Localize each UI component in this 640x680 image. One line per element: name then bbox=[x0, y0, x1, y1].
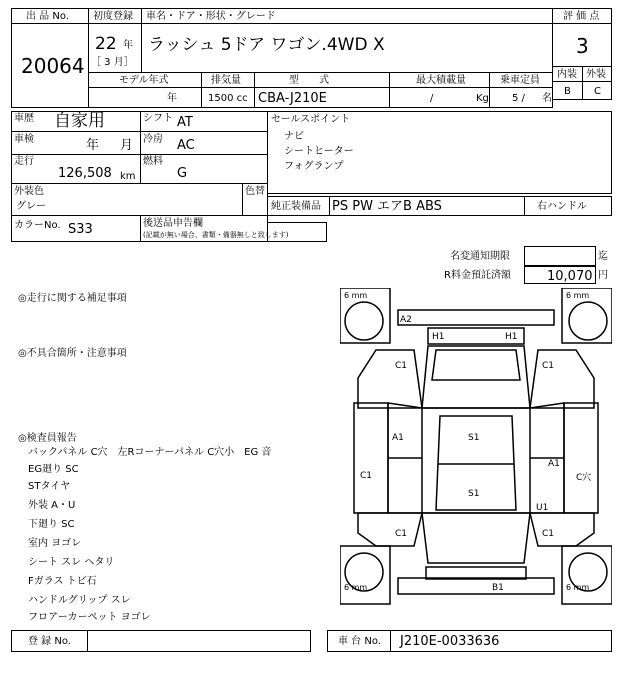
max-load-value: / bbox=[430, 93, 434, 104]
left-front-fender bbox=[358, 350, 422, 408]
mark-h1-right: H1 bbox=[505, 332, 518, 342]
interior-label: 内装 bbox=[557, 69, 577, 80]
shift-label: シフト bbox=[143, 113, 173, 124]
inspector-report-label: ◎検査員報告 bbox=[18, 433, 77, 444]
car-name-label-cell bbox=[141, 8, 553, 24]
mark-s1-mid: S1 bbox=[468, 489, 480, 499]
displacement-label: 排気量 bbox=[211, 75, 241, 86]
exterior-label-cell bbox=[582, 66, 612, 82]
rear-panel bbox=[426, 567, 526, 579]
front-bumper bbox=[398, 310, 554, 325]
lot-label: 出 品 No. bbox=[26, 11, 69, 22]
grade-value: 3 bbox=[576, 34, 589, 58]
equipment-box bbox=[267, 196, 525, 216]
fee-label: R料金預託済額 bbox=[444, 270, 511, 281]
defect-notes-label: ◎不具合箇所・注意事項 bbox=[18, 348, 127, 359]
report-label: 後送品申告欄 bbox=[143, 218, 203, 229]
fuel-value: G bbox=[177, 166, 188, 181]
capacity-label: 乗車定員 bbox=[500, 75, 540, 86]
mark-c1-left: C1 bbox=[360, 471, 373, 481]
chassis-label: 車 台 No. bbox=[338, 636, 381, 647]
tire-tl bbox=[345, 302, 383, 340]
ext-color-value: グレー bbox=[16, 201, 46, 212]
capacity-cell bbox=[489, 87, 553, 108]
inspector-line: EG廻り SC bbox=[28, 464, 79, 475]
hood bbox=[422, 346, 530, 408]
ext-color-label: 外装色 bbox=[14, 186, 44, 197]
interior-cell bbox=[552, 81, 583, 100]
mark-a1-right: A1 bbox=[548, 459, 560, 469]
mark-a2: A2 bbox=[400, 315, 412, 325]
color-no-label: カラーNo. bbox=[14, 220, 61, 231]
first-reg-cell bbox=[88, 23, 142, 73]
reg-year: 22 bbox=[95, 34, 117, 54]
sales-point: シートヒーター bbox=[284, 146, 354, 157]
report-note: (記載が無い場合、書類・備器無しと致します) bbox=[143, 231, 289, 239]
displacement-value: 1500 cc bbox=[208, 93, 248, 104]
mileage-label: 走行 bbox=[14, 156, 34, 167]
tire-label-tr: 6 mm bbox=[566, 291, 590, 300]
exterior-grade: C bbox=[594, 86, 601, 97]
driving-notes-label: ◎走行に関する補足事項 bbox=[18, 293, 127, 304]
ac-label: 冷房 bbox=[143, 134, 163, 145]
lot-label-cell bbox=[11, 8, 89, 24]
sales-point: ナビ bbox=[284, 131, 304, 142]
tire-label-tl: 6 mm bbox=[344, 291, 368, 300]
reg-no-label: 登 録 No. bbox=[28, 636, 71, 647]
inspector-line: フロアーカーペット ヨゴレ bbox=[28, 612, 151, 623]
rear-hatch bbox=[422, 513, 530, 563]
blank-cell bbox=[267, 222, 327, 242]
reg-month: ［ 3 月］ bbox=[91, 57, 134, 68]
type-cell bbox=[254, 87, 390, 108]
model-year-unit: 年 bbox=[167, 93, 177, 104]
history-label: 車歴 bbox=[14, 113, 34, 124]
equipment-value: PS PW エアB ABS bbox=[332, 199, 442, 214]
displacement-label-cell bbox=[201, 72, 255, 88]
tire-tr bbox=[569, 302, 607, 340]
inspection-month: 月 bbox=[120, 138, 134, 153]
inspector-line: シート スレ ヘタリ bbox=[28, 557, 115, 568]
model-year-label: モデル年式 bbox=[119, 75, 169, 86]
mark-c1-front-right: C1 bbox=[542, 361, 555, 371]
ac-value: AC bbox=[177, 138, 195, 153]
color-change-label: 色替 bbox=[245, 186, 265, 197]
left-rear-fender bbox=[358, 513, 422, 546]
reg-no-box bbox=[11, 630, 311, 652]
mark-b1: B1 bbox=[492, 583, 504, 593]
name-change-box bbox=[524, 246, 596, 266]
mark-c1-rear-right: C1 bbox=[542, 529, 555, 539]
color-no-value: S33 bbox=[68, 222, 93, 237]
inspector-line: Fガラス トビ石 bbox=[28, 576, 97, 587]
inspector-line: バックパネル C穴 左Rコーナーパネル C穴小 EG 音 bbox=[28, 447, 272, 458]
mileage-value: 126,508 bbox=[58, 166, 112, 181]
name-change-unit: 迄 bbox=[598, 251, 608, 262]
grade-cell bbox=[552, 23, 612, 67]
fee-box bbox=[524, 266, 596, 284]
right-front-fender bbox=[530, 350, 594, 408]
capacity-unit: 名 bbox=[542, 93, 552, 104]
inspector-line: ハンドルグリップ スレ bbox=[28, 595, 131, 606]
lot-number: 20064 bbox=[21, 54, 85, 78]
model-year-label-cell bbox=[88, 72, 202, 88]
max-load-unit: Kg bbox=[476, 93, 489, 104]
grade-label-cell bbox=[552, 8, 612, 24]
max-load-cell bbox=[389, 87, 490, 108]
first-reg-label-cell bbox=[88, 8, 142, 24]
first-reg-label: 初度登録 bbox=[93, 11, 133, 22]
lot-number-cell bbox=[11, 23, 89, 108]
tire-label-br: 6 mm bbox=[566, 583, 590, 592]
handle-box bbox=[524, 196, 612, 216]
inspection-label: 車検 bbox=[14, 134, 34, 145]
car-name: ラッシュ 5ドア ワゴン.4WD X bbox=[148, 35, 385, 55]
mark-c-hole-right: C穴 bbox=[576, 473, 592, 483]
fee-value: 10,070 bbox=[547, 269, 593, 284]
inspector-line: 下廻り SC bbox=[28, 519, 75, 530]
tire-label-bl: 6 mm bbox=[344, 583, 368, 592]
max-load-label: 最大積載量 bbox=[416, 75, 466, 86]
inspector-line: 室内 ヨゴレ bbox=[28, 538, 82, 549]
right-rear-fender bbox=[530, 513, 594, 546]
sales-point: フォグランプ bbox=[284, 161, 344, 172]
model-year-cell bbox=[88, 87, 202, 108]
inspection-year: 年 bbox=[86, 138, 100, 153]
mark-u1: U1 bbox=[536, 503, 549, 513]
hood-panel bbox=[432, 350, 520, 380]
sales-points-box bbox=[267, 111, 612, 194]
mark-h1-left: H1 bbox=[432, 332, 445, 342]
max-load-label-cell bbox=[389, 72, 490, 88]
interior-grade: B bbox=[564, 86, 571, 97]
chassis-value: J210E-0033636 bbox=[400, 634, 500, 649]
mark-a1-left: A1 bbox=[392, 433, 404, 443]
left-body-side bbox=[354, 403, 388, 513]
chassis-box bbox=[327, 630, 612, 652]
capacity-label-cell bbox=[489, 72, 553, 88]
fuel-label: 燃料 bbox=[143, 156, 163, 167]
car-diagram bbox=[340, 288, 612, 606]
type-value: CBA-J210E bbox=[258, 91, 327, 106]
right-body-side bbox=[564, 403, 598, 513]
fee-unit: 円 bbox=[598, 270, 608, 281]
type-label-cell bbox=[254, 72, 390, 88]
grade-label: 評 価 点 bbox=[563, 11, 600, 22]
name-change-label: 名変通知期限 bbox=[450, 251, 510, 262]
mark-s1-roof: S1 bbox=[468, 433, 480, 443]
equipment-label: 純正装備品 bbox=[271, 201, 321, 212]
rear-bumper bbox=[398, 578, 554, 594]
inspector-line: 外装 A・U bbox=[28, 500, 76, 511]
inspector-line: STタイヤ bbox=[28, 481, 71, 492]
mileage-unit: km bbox=[120, 171, 136, 182]
shift-value: AT bbox=[177, 115, 193, 130]
sales-points-label: セールスポイント bbox=[271, 114, 351, 125]
history-value: 自家用 bbox=[54, 111, 105, 131]
handle-value: 右ハンドル bbox=[537, 201, 587, 212]
type-label: 型 式 bbox=[289, 75, 329, 86]
exterior-label: 外装 bbox=[586, 69, 606, 80]
reg-year-unit: 年 bbox=[123, 40, 133, 51]
displacement-cell bbox=[201, 87, 255, 108]
capacity-value: 5 / bbox=[512, 93, 525, 104]
interior-label-cell bbox=[552, 66, 583, 82]
mark-c1-front-left: C1 bbox=[395, 361, 408, 371]
exterior-cell bbox=[582, 81, 612, 100]
car-name-label: 車名・ドア・形状・グレード bbox=[146, 11, 276, 22]
car-name-cell bbox=[141, 23, 553, 73]
mark-c1-rear-left: C1 bbox=[395, 529, 408, 539]
